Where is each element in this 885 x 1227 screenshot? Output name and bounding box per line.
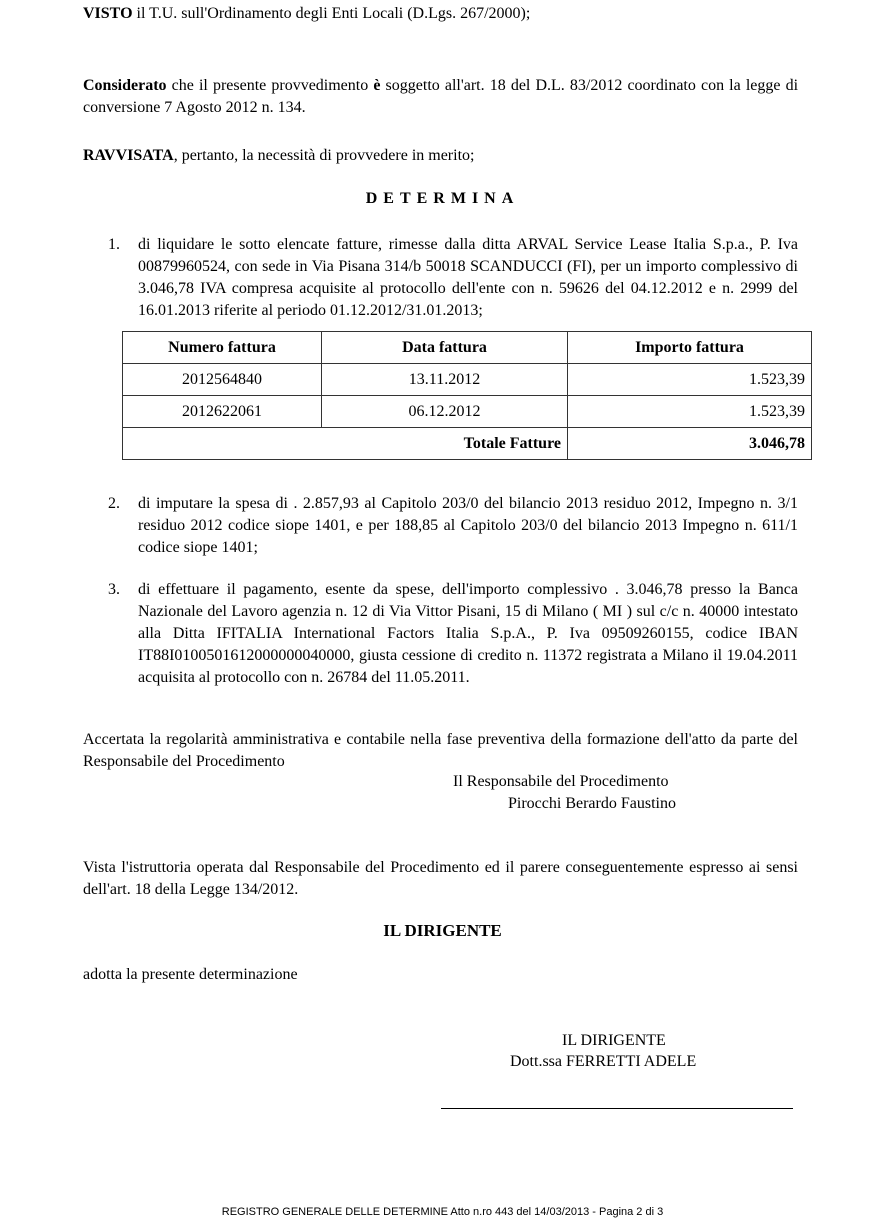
ravvisata-text: , pertanto, la necessità di provvedere in merito; — [173, 147, 475, 164]
total-value: 3.046,78 — [568, 428, 812, 460]
header-importo-fattura: Importo fattura — [568, 332, 812, 364]
header-data-fattura: Data fattura — [322, 332, 568, 364]
ravvisata-paragraph — [83, 145, 798, 167]
list-number: 1. — [108, 236, 120, 253]
invoice-table — [122, 331, 812, 460]
signature-line — [441, 1108, 793, 1109]
list-text: di liquidare le sotto elencate fatture, rimesse dalla ditta ARVAL Service Lease Italia S.p.a., P. Iva 00879960524, con sede in Via Pisana 314/b 50018 SCANDUCCI (FI), per un importo complessivo di 3.046,78 IVA compresa acquisite al protocollo dell'ente con n. 59626 del 04.12.2012 e n. 2999 del 16.01.2013 riferite al periodo 01.12.2012/31.01.2013; — [138, 236, 798, 319]
cell-importo: 1.523,39 — [568, 364, 812, 396]
header-numero-fattura: Numero fattura — [123, 332, 322, 364]
accertata-paragraph: Accertata la regolarità amministrativa e contabile nella fase preventiva della formazione dell'atto da parte del Responsabile del Procedimento — [83, 731, 798, 770]
considerato-verb: è — [373, 77, 381, 94]
total-label: Totale Fatture — [123, 428, 568, 460]
cell-numero: 2012622061 — [123, 396, 322, 428]
cell-importo: 1.523,39 — [568, 396, 812, 428]
visto-text: il T.U. sull'Ordinamento degli Enti Locali (D.Lgs. 267/2000); — [132, 5, 531, 22]
table-total-row — [123, 428, 812, 460]
determina-heading: DETERMINA — [365, 190, 520, 207]
adotta-text: adotta la presente determinazione — [83, 966, 298, 983]
list-item — [108, 579, 798, 689]
list-number: 3. — [108, 581, 120, 598]
visto-paragraph — [83, 3, 798, 25]
cell-data: 06.12.2012 — [322, 396, 568, 428]
ravvisata-label: RAVVISATA — [83, 147, 174, 164]
dirigente-heading: IL DIRIGENTE — [383, 921, 502, 940]
cell-data: 13.11.2012 — [322, 364, 568, 396]
cell-numero: 2012564840 — [123, 364, 322, 396]
considerato-label: Considerato — [83, 77, 167, 94]
table-row — [123, 364, 812, 396]
list-text: di imputare la spesa di . 2.857,93 al Capitolo 203/0 del bilancio 2013 residuo 2012, Impegno n. 3/1 residuo 2012 codice siope 1401, e per 188,85 al Capitolo 203/0 del bilancio 2013 Impegno n. 611/1 codice siope 1401; — [138, 495, 798, 556]
page-footer: REGISTRO GENERALE DELLE DETERMINE Atto n.ro 443 del 14/03/2013 - Pagina 2 di 3 — [221, 1206, 664, 1218]
visto-label: VISTO — [83, 5, 133, 22]
list-text: di effettuare il pagamento, esente da spese, dell'importo complessivo . 3.046,78 presso la Banca Nazionale del Lavoro agenzia n. 12 di Via Vittor Pisani, 15 di Milano ( MI ) sul c/c n. 40000 intestato alla Ditta IFITALIA International Factors Italia S.p.A., P. Iva 09509260155, codice IBAN IT88I0100501612000000040000, giusta cessione di credito n. 11372 registrata a Milano il 19.04.2011 acquisita al protocollo con n. 26784 del 11.05.2011. — [138, 581, 798, 686]
responsabile-name: Pirocchi Berardo Faustino — [508, 795, 676, 812]
responsabile-title: Il Responsabile del Procedimento — [453, 773, 669, 790]
list-item — [108, 493, 798, 559]
considerato-text-2: soggetto all'art. 18 del D.L. 83/2012 coordinato con la legge di conversione 7 Agosto 2012 n. 134. — [83, 77, 799, 116]
list-number: 2. — [108, 495, 120, 512]
considerato-paragraph — [83, 75, 798, 119]
table-header-row — [123, 332, 812, 364]
vista-paragraph: Vista l'istruttoria operata dal Responsabile del Procedimento ed il parere conseguentemente espresso ai sensi dell'art. 18 della Legge 134/2012. — [83, 859, 798, 898]
table-row — [123, 396, 812, 428]
considerato-text: che il presente provvedimento — [166, 77, 374, 94]
list-item — [108, 234, 798, 322]
dirigente-sign-name: Dott.ssa FERRETTI ADELE — [510, 1053, 697, 1070]
dirigente-sign-title: IL DIRIGENTE — [562, 1032, 666, 1049]
